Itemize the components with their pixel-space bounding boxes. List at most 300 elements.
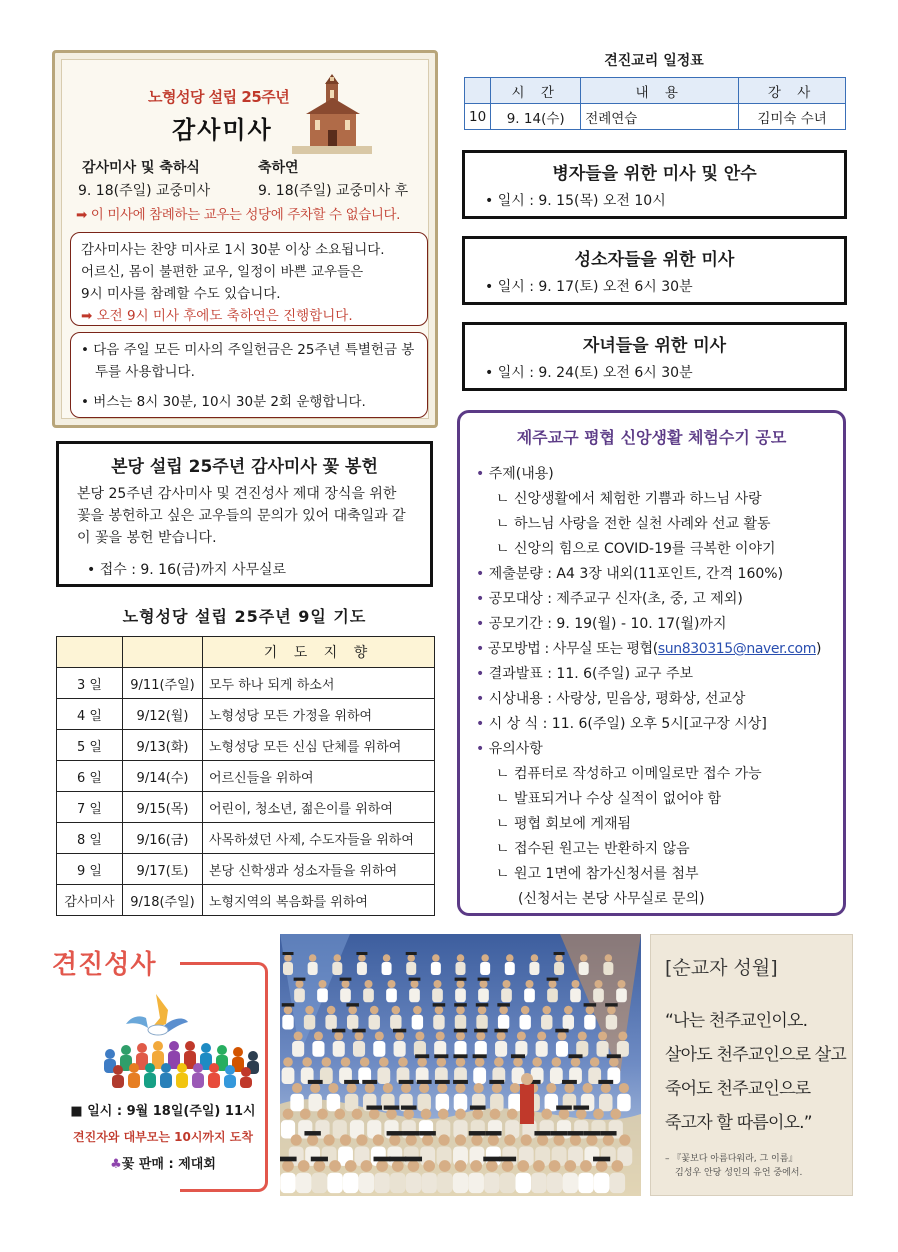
figure-head: [410, 980, 418, 988]
figure-hat: [282, 1003, 295, 1006]
figure-head: [314, 1160, 326, 1172]
contest-item: [476, 562, 827, 587]
figure-head: [586, 1006, 595, 1015]
figure-robe: [547, 988, 558, 1002]
figure-robe: [282, 1067, 295, 1084]
figure-hat: [294, 978, 306, 981]
confirmation-arrival: 견진자와 대부모는 10시까지 도착: [73, 1130, 253, 1144]
figure-robe: [603, 962, 613, 975]
contest-item: [476, 662, 827, 687]
flower-sale-text: 꽃 판매 : 제대회: [121, 1157, 216, 1172]
figure-robe: [369, 1015, 380, 1030]
novena-intent: 모두 하나 되게 하소서: [203, 668, 435, 699]
figure-head: [375, 1031, 384, 1040]
novena-date: 9/18(주일): [123, 885, 203, 916]
figure-hat: [555, 1029, 568, 1033]
figure-head: [541, 1109, 552, 1120]
figure-head: [532, 1057, 542, 1067]
figure-hat: [283, 952, 294, 955]
figure-head: [383, 954, 391, 962]
figure-head: [537, 1031, 546, 1040]
figure-head: [292, 1083, 302, 1093]
contest-prizes: 시상내용 : 사랑상, 믿음상, 평화상, 선교상: [488, 691, 746, 707]
figure-hat: [511, 1054, 525, 1058]
novena-intent: 노형지역의 복음화를 위하여: [203, 885, 435, 916]
figure-hat: [584, 1003, 597, 1006]
figure-head: [506, 954, 514, 962]
figure-hat: [406, 952, 417, 955]
figure-head: [619, 1134, 630, 1145]
figure-robe: [593, 988, 604, 1002]
figure-head: [408, 1160, 420, 1172]
anniversary-mass-card: [52, 50, 438, 428]
figure-hat: [344, 1080, 359, 1084]
figure-hat: [584, 1131, 600, 1135]
children-mass-box: [462, 322, 847, 391]
figure-robe: [554, 962, 564, 975]
anniversary-mass-inner: [61, 59, 429, 419]
figure-robe: [373, 1041, 385, 1057]
figure-head: [370, 1006, 379, 1015]
note-bullet: • 버스는 8시 30분, 10시 30분 2회 운행합니다.: [81, 394, 366, 410]
figure-head: [580, 1160, 592, 1172]
figure-head: [533, 1160, 545, 1172]
figure-hat: [417, 1080, 432, 1084]
figure-robe: [536, 1041, 548, 1057]
bullet-dot-icon: •: [476, 641, 488, 657]
figure-robe: [498, 1015, 509, 1030]
vocation-mass-detail: • 일시 : 9. 17(토) 오전 6시 30분: [485, 279, 693, 295]
figure-robe: [327, 1094, 341, 1112]
figure-robe: [327, 1173, 343, 1193]
figure-robe: [524, 988, 535, 1002]
contest-result: 결과발표 : 11. 6(주일) 교구 주보: [488, 666, 694, 682]
vocation-mass-title: 성소자들을 위한 미사: [574, 250, 735, 270]
novena-date: 9/14(수): [123, 761, 203, 792]
figure-robe: [345, 1094, 359, 1112]
figure-robe: [455, 1015, 466, 1030]
vocation-mass-box: [462, 236, 847, 305]
figure-head: [583, 1083, 593, 1093]
figure-head: [421, 1109, 432, 1120]
figure-hat: [454, 1003, 467, 1006]
figure-head: [497, 1031, 506, 1040]
figure-head: [433, 980, 441, 988]
figure-head: [317, 1109, 328, 1120]
figure-head: [295, 980, 303, 988]
figure-robe: [556, 1041, 568, 1057]
schedule-time: 9. 14(수): [491, 104, 581, 130]
figure-robe: [390, 1173, 406, 1193]
figure-head: [571, 980, 579, 988]
novena-date: 9/13(화): [123, 730, 203, 761]
figure-head: [310, 1083, 320, 1093]
table-row: [465, 104, 846, 130]
figure-hat: [419, 1131, 435, 1135]
figure-robe: [501, 988, 512, 1002]
quote-line: “나는 천주교인이오.: [665, 1011, 808, 1031]
figure-head: [352, 1109, 363, 1120]
figure-robe: [332, 962, 342, 975]
figure-hat: [605, 1003, 618, 1006]
novena-title: 노형성당 설립 25주년 9일 기도: [122, 607, 367, 626]
figure-robe: [377, 1067, 390, 1084]
confirmation-title: 견진성사: [52, 950, 157, 980]
novena-intent: 사목하셨던 사제, 수도자들을 위하여: [203, 823, 435, 854]
figure-head: [471, 1134, 482, 1145]
figure-robe: [386, 988, 397, 1002]
contest-method: 공모방법 : 사무실 또는 평협(: [487, 641, 658, 657]
figure-robe: [550, 1067, 563, 1084]
schedule-header-content: 내 용: [581, 78, 739, 104]
schedule-header-row: [465, 78, 846, 104]
figure-head: [537, 1134, 548, 1145]
figure-robe: [394, 1041, 406, 1057]
figure-hat: [434, 1054, 448, 1058]
figure-head: [559, 1109, 570, 1120]
figure-head: [309, 954, 317, 962]
novena-table: [56, 636, 435, 916]
figure-head: [455, 1134, 466, 1145]
figure-hat: [401, 1105, 417, 1109]
martyr-month-card: [650, 934, 853, 1196]
figure-head: [307, 1134, 318, 1145]
contest-caution: ㄴ 평협 회보에 게재됨: [496, 816, 632, 832]
table-row: [57, 885, 435, 916]
figure-robe: [406, 1173, 422, 1193]
figure-head: [456, 1031, 465, 1040]
contest-period: 공모기간 : 9. 19(월) - 10. 17(월)까지: [488, 616, 727, 632]
figure-head: [455, 1160, 467, 1172]
figure-head: [356, 1134, 367, 1145]
contest-item: [476, 712, 827, 737]
figure-head: [571, 1057, 581, 1067]
novena-day: 3 일: [57, 668, 123, 699]
figure-hat: [497, 1003, 510, 1006]
figure-hat: [551, 1131, 567, 1135]
figure-robe: [570, 988, 581, 1002]
martyrs-painting-image: [280, 934, 641, 1196]
parking-warning: ➡ 이 미사에 참례하는 교우는 성당에 주차할 수 없습니다.: [76, 207, 401, 223]
figure-head: [510, 1083, 520, 1093]
figure-head: [358, 954, 366, 962]
figure-head: [564, 1006, 573, 1015]
figure-robe: [578, 1173, 594, 1193]
children-mass-detail: • 일시 : 9. 24(토) 오전 6시 30분: [485, 365, 693, 381]
figure-head: [305, 1006, 314, 1015]
figure-robe: [382, 962, 392, 975]
figure-robe: [455, 988, 466, 1002]
figure-head: [386, 1109, 397, 1120]
figure-hat: [409, 978, 421, 981]
contest-item: [476, 687, 827, 712]
figure-head: [329, 1160, 341, 1172]
note-line: 어르신, 몸이 불편한 교우, 일정이 바쁜 교우들은: [81, 264, 364, 280]
contest-caution-label: 유의사항: [488, 741, 543, 757]
figure-hat: [476, 1003, 489, 1006]
figure-head: [361, 1160, 373, 1172]
figure-head: [407, 954, 415, 962]
table-row: [57, 730, 435, 761]
figure-robe: [454, 1094, 468, 1112]
figure-head: [439, 1160, 451, 1172]
figure-robe: [296, 1173, 312, 1193]
figure-head: [517, 1160, 529, 1172]
figure-robe: [478, 988, 489, 1002]
figure-robe: [340, 988, 351, 1002]
quote-line: 죽고자 할 따름이오.”: [665, 1113, 812, 1133]
flower-offering-body: 본당 25주년 감사미사 및 견진성사 제대 장식을 위한 꽃을 봉헌하고 싶은 교우들의 문의가 있어 대축일과 같이 꽃을 봉헌 받습니다.: [77, 486, 406, 546]
figure-robe: [476, 1015, 487, 1030]
sick-mass-title: 병자들을 위한 미사 및 안수: [552, 164, 757, 184]
figure-head: [284, 1006, 293, 1015]
figure-robe: [453, 1173, 469, 1193]
figure-robe: [579, 962, 589, 975]
schedule-header-time: 시 간: [491, 78, 581, 104]
figure-head: [398, 1057, 408, 1067]
figure-hat: [387, 1131, 403, 1135]
figure-robe: [282, 1015, 293, 1030]
figure-hat: [556, 1105, 572, 1109]
figure-hat: [568, 1054, 582, 1058]
figure-head: [513, 1057, 523, 1067]
contest-email-link[interactable]: sun830315@naver.com: [657, 641, 816, 657]
figure-hat: [435, 1080, 450, 1084]
figure-hat: [280, 1157, 297, 1162]
figure-hat: [499, 1157, 516, 1162]
offering-bus-note: [70, 332, 428, 418]
figure-hat: [352, 1029, 365, 1033]
contest-topic: ㄴ 신앙생활에서 체험한 기쁨과 하느님 사랑: [496, 491, 762, 507]
novena-day: 9 일: [57, 854, 123, 885]
table-row: [57, 854, 435, 885]
figure-head: [618, 1031, 627, 1040]
novena-date: 9/16(금): [123, 823, 203, 854]
figure-hat: [399, 1080, 414, 1084]
figure-robe: [431, 962, 441, 975]
figure-head: [502, 980, 510, 988]
figure-head: [486, 1160, 498, 1172]
figure-head: [542, 1006, 551, 1015]
novena-date: 9/15(목): [123, 792, 203, 823]
figure-hat: [469, 1131, 485, 1135]
figure-head: [504, 1134, 515, 1145]
figure-head: [488, 1134, 499, 1145]
figure-robe: [363, 988, 374, 1002]
anniversary-mass-title: 감사미사: [172, 116, 273, 144]
figure-head: [455, 1083, 465, 1093]
figure-hat: [454, 1029, 467, 1033]
figure-head: [525, 980, 533, 988]
figure-head: [438, 1109, 449, 1120]
figure-head: [401, 1083, 411, 1093]
figure-robe: [484, 1173, 500, 1193]
figure-hat: [374, 1157, 391, 1162]
figure-head: [419, 1083, 429, 1093]
figure-robe: [599, 1094, 613, 1112]
figure-hat: [573, 1105, 589, 1109]
bullet-dot-icon: •: [476, 716, 489, 732]
figure-head: [406, 1134, 417, 1145]
figure-hat: [403, 1131, 419, 1135]
figure-robe: [436, 1094, 450, 1112]
schedule-content: 전례연습: [581, 104, 739, 130]
figure-head: [457, 954, 465, 962]
figure-robe: [515, 1173, 531, 1193]
figure-robe: [308, 962, 318, 975]
figure-robe: [409, 988, 420, 1002]
figure-head: [417, 1057, 427, 1067]
figure-robe: [594, 1173, 610, 1193]
contest-topic: ㄴ 신앙의 힘으로 COVID-19를 극복한 이야기: [496, 541, 776, 557]
figure-head: [387, 980, 395, 988]
figure-robe: [480, 962, 490, 975]
figure-head: [322, 1057, 332, 1067]
quote-line: 살아도 천주교인으로 살고: [665, 1045, 847, 1065]
figure-head: [557, 1031, 566, 1040]
figure-head: [284, 954, 292, 962]
figure-head: [435, 1006, 444, 1015]
sick-mass-detail: • 일시 : 9. 15(목) 오전 10시: [485, 193, 666, 209]
schedule-header-lecturer: 강 사: [739, 78, 846, 104]
figure-head: [373, 1134, 384, 1145]
note-line: 9시 미사를 참례할 수도 있습니다.: [81, 286, 281, 302]
contest-caution: ㄴ 접수된 원고는 반환하지 않음: [496, 841, 690, 857]
contest-topic: ㄴ 하느님 사랑을 전한 실천 사례와 선교 활동: [496, 516, 771, 532]
figure-head: [422, 1134, 433, 1145]
figure-head: [605, 954, 613, 962]
figure-head: [576, 1109, 587, 1120]
figure-hat: [453, 1054, 467, 1058]
figure-head: [364, 980, 372, 988]
figure-robe: [505, 962, 515, 975]
figure-head: [474, 1083, 484, 1093]
figure-hat: [455, 978, 467, 981]
figure-robe: [547, 1173, 563, 1193]
figure-head: [546, 1083, 556, 1093]
figure-head: [341, 1057, 351, 1067]
schedule-table: [464, 77, 846, 130]
figure-robe: [437, 1173, 453, 1193]
figure-robe: [312, 1173, 328, 1193]
figure-head: [609, 1057, 619, 1067]
figure-hat: [389, 1157, 406, 1162]
figure-robe: [390, 1015, 401, 1030]
figure-robe: [406, 962, 416, 975]
figure-hat: [433, 1003, 446, 1006]
novena-date: 9/11(주일): [123, 668, 203, 699]
confirmation-info: [60, 1100, 266, 1172]
duration-note: [70, 232, 428, 326]
dove-crowd-icon: [98, 988, 264, 1092]
children-mass-title: 자녀들을 위한 미사: [582, 336, 727, 356]
flower-sale: [60, 1153, 266, 1172]
figure-head: [570, 1134, 581, 1145]
figure-hat: [494, 1029, 507, 1033]
figure-head: [479, 980, 487, 988]
figure-hat: [366, 1105, 382, 1109]
novena-date: 9/12(월): [123, 699, 203, 730]
figure-hat: [470, 1105, 486, 1109]
novena-header-blank: [123, 637, 203, 668]
figure-head: [437, 1083, 447, 1093]
figure-robe: [584, 1015, 595, 1030]
figure-hat: [598, 1080, 613, 1084]
figure-head: [456, 1057, 466, 1067]
anniversary-subtitle: 노형성당 설립 25주년: [148, 88, 290, 106]
table-row: [57, 761, 435, 792]
figure-head: [348, 1006, 357, 1015]
contest-item: [476, 587, 827, 612]
figure-head: [475, 1057, 485, 1067]
figure-head: [521, 1134, 532, 1145]
figure-head: [610, 1109, 621, 1120]
figure-head: [472, 1109, 483, 1120]
novena-header-intent: 기 도 지 향: [203, 637, 435, 668]
figure-head: [617, 980, 625, 988]
figure-robe: [616, 988, 627, 1002]
figure-hat: [489, 1080, 504, 1084]
figure-hat: [362, 1080, 377, 1084]
figure-head: [548, 980, 556, 988]
figure-head: [365, 1083, 375, 1093]
figure-head: [438, 1134, 449, 1145]
figure-robe: [280, 1173, 296, 1193]
novena-intent: 본당 신학생과 성소자들을 위하여: [203, 854, 435, 885]
figure-head: [294, 1031, 303, 1040]
figure-hat: [393, 1029, 406, 1033]
novena-day: 8 일: [57, 823, 123, 854]
figure-robe: [468, 1173, 484, 1193]
figure-head: [553, 1134, 564, 1145]
figure-hat: [534, 1131, 550, 1135]
figure-head: [456, 1006, 465, 1015]
figure-robe: [610, 1173, 626, 1193]
quote-line: 죽어도 천주교인으로: [665, 1079, 811, 1099]
novena-day: 감사미사: [57, 885, 123, 916]
figure-robe: [617, 1094, 631, 1112]
figure-head: [392, 1160, 404, 1172]
figure-head: [341, 980, 349, 988]
figure-head: [603, 1134, 614, 1145]
figure-head: [555, 954, 563, 962]
bullet-dot-icon: •: [476, 616, 489, 632]
clover-icon: ♣: [110, 1157, 122, 1172]
figure-robe: [353, 1041, 365, 1057]
figure-robe: [500, 1173, 516, 1193]
contest-topic-label: 주제(내용): [488, 466, 554, 482]
figure-robe: [312, 1041, 324, 1057]
contest-item: [476, 612, 827, 637]
novena-day: 4 일: [57, 699, 123, 730]
reception-date: 9. 18(주일) 교중미사 후: [258, 183, 409, 199]
figure-hat: [483, 1157, 500, 1162]
figure-head: [481, 954, 489, 962]
figure-head: [499, 1006, 508, 1015]
figure-hat: [415, 1054, 429, 1058]
mass-ceremony-date: 9. 18(주일) 교중미사: [78, 183, 211, 199]
sick-mass-box: [462, 150, 847, 219]
figure-head: [607, 1006, 616, 1015]
figure-hat: [554, 952, 565, 955]
figure-head: [334, 1031, 343, 1040]
table-row: [57, 823, 435, 854]
figure-head: [578, 1031, 587, 1040]
flower-offering-title: 본당 설립 25주년 감사미사 꽃 봉헌: [111, 457, 378, 477]
figure-robe: [347, 1015, 358, 1030]
figure-hat: [405, 1157, 422, 1162]
figure-head: [580, 954, 588, 962]
